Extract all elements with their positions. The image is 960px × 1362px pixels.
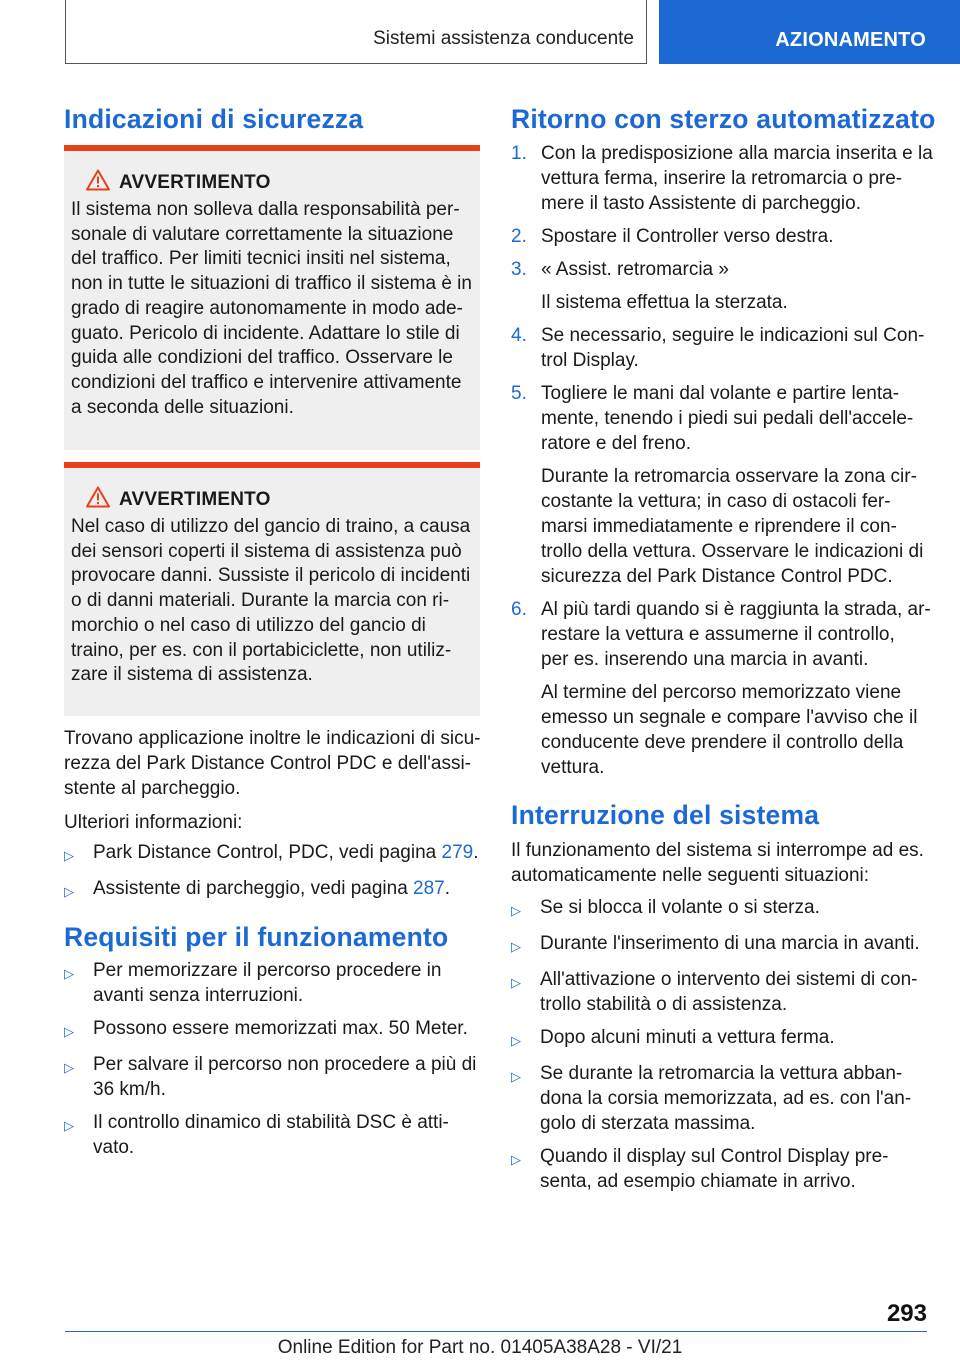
step-line: trol Display. — [541, 350, 639, 371]
list-item — [511, 895, 941, 923]
step-line: Togliere le mani dal volante e partire lenta- — [541, 383, 900, 404]
auto-steer-heading: Ritorno con sterzo automatizzato — [511, 104, 936, 134]
list-item — [64, 876, 494, 904]
step-note — [511, 464, 941, 589]
note-line: vettura. — [541, 757, 605, 778]
note-line: sicurezza del Park Distance Control PDC. — [541, 566, 893, 587]
warning-line: morchio o nel caso di utilizzo del gancio di — [71, 614, 426, 636]
interruption-list — [511, 895, 941, 1194]
list-line: Per memorizzare il percorso procedere in — [93, 960, 442, 981]
warning-text — [71, 515, 473, 688]
page-number: 293 — [886, 1300, 927, 1327]
list-line: Quando il display sul Control Display pre- — [540, 1146, 889, 1167]
list-item — [64, 1052, 494, 1102]
footer-edition: Online Edition for Part no. 01405A38A28 - VI/21 — [277, 1337, 683, 1358]
list-line: vato. — [93, 1137, 135, 1158]
step-5 — [511, 381, 941, 456]
warning-line: provocare danni. Sussiste il pericolo di incidenti — [71, 565, 471, 587]
step-number: 2. — [511, 226, 527, 247]
list-line: Il controllo dinamico di stabilità DSC è atti- — [93, 1112, 449, 1133]
triangle-bullet-icon: ▷ — [64, 884, 74, 899]
list-line: trollo stabilità o di assistenza. — [540, 994, 788, 1015]
step-4 — [511, 323, 941, 373]
warning-title: AVVERTIMENTO — [119, 489, 271, 510]
list-line: avanti senza interruzioni. — [93, 985, 304, 1006]
warning-line: guato. Pericolo di incidente. Adattare lo stile di — [71, 322, 460, 344]
reference-text: Park Distance Control, PDC, vedi pagina — [93, 842, 442, 863]
note-line: Al termine del percorso memorizzato viene — [541, 682, 902, 703]
warning-line: o di danni materiali. Durante la marcia con ri- — [71, 590, 450, 612]
step-line: ratore e del freno. — [541, 433, 691, 454]
warning-line: guida alle condizioni del traffico. Osservare le — [71, 347, 453, 369]
list-line: Dopo alcuni minuti a vettura ferma. — [540, 1027, 835, 1048]
list-line: 36 km/h. — [93, 1079, 166, 1100]
step-line: Se necessario, seguire le indicazioni sul Con- — [541, 325, 925, 346]
warning-line: condizioni del traffico e intervenire attivamente — [71, 371, 462, 393]
step-6 — [511, 597, 941, 672]
list-item — [64, 1016, 494, 1044]
step-line: mere il tasto Assistente di parcheggio. — [541, 193, 862, 214]
paragraph-line: automaticamente nelle seguenti situazioni: — [511, 865, 870, 886]
more-info-label: Ulteriori informazioni: — [64, 812, 243, 833]
requirements-list — [64, 958, 494, 1160]
list-item — [511, 1025, 941, 1053]
page-link-parking-assistant[interactable]: 287 — [413, 878, 445, 899]
reference-end: . — [444, 878, 451, 899]
list-item — [511, 931, 941, 959]
header-section-title: Sistemi assistenza conducente — [373, 28, 634, 49]
warning-line: del traffico. Per limiti tecnici insiti nel sistema, — [71, 248, 451, 270]
note-line: conducente deve prendere il controllo della — [541, 732, 904, 753]
running-header-section — [65, 0, 647, 64]
step-2 — [511, 224, 941, 249]
list-item — [511, 967, 941, 1017]
step-line: « Assist. retromarcia » — [541, 259, 729, 280]
step-number: 3. — [511, 259, 527, 280]
triangle-bullet-icon: ▷ — [511, 939, 521, 954]
reference-text: Assistente di parcheggio, vedi pagina — [93, 878, 414, 899]
running-header-chapter — [659, 0, 960, 64]
note-line: Durante la retromarcia osservare la zona cir- — [541, 466, 917, 487]
note-line: emesso un segnale e compare l'avviso che il — [541, 707, 918, 728]
paragraph-line: Trovano applicazione inoltre le indicazioni di sicu- — [64, 728, 481, 749]
triangle-bullet-icon: ▷ — [511, 903, 521, 918]
list-line: Se durante la retromarcia la vettura abban- — [540, 1063, 903, 1084]
note-line: marsi immediatamente e riprendere il con- — [541, 516, 897, 537]
list-line: All'attivazione o intervento dei sistemi di con- — [540, 969, 918, 990]
warning-line: traino, per es. con il portabiciclette, non utiliz- — [71, 639, 452, 661]
paragraph-line: rezza del Park Distance Control PDC e dell'assi- — [64, 753, 472, 774]
step-line: Con la predisposizione alla marcia inserita e la — [541, 143, 933, 164]
list-line: senta, ad esempio chiamate in arrivo. — [540, 1171, 856, 1192]
warning-line: a seconda delle situazioni. — [71, 396, 294, 418]
triangle-bullet-icon: ▷ — [64, 848, 74, 863]
list-item — [511, 1144, 941, 1194]
warning-line: grado di reagire autonomamente in modo ade- — [71, 297, 463, 319]
list-line: Se si blocca il volante o si sterza. — [540, 897, 820, 918]
step-number: 6. — [511, 599, 527, 620]
step-line: per es. inserendo una marcia in avanti. — [541, 649, 869, 670]
list-line: Per salvare il percorso non procedere a più di — [93, 1054, 477, 1075]
page-link-pdc[interactable]: 279 — [441, 842, 474, 863]
triangle-bullet-icon: ▷ — [511, 1033, 521, 1048]
interruption-heading: Interruzione del sistema — [511, 800, 820, 830]
warning-line: zare il sistema di assistenza. — [71, 664, 313, 686]
warning-line: non in tutte le situazioni di traffico il sistema è in — [71, 273, 472, 295]
step-line: mente, tenendo i piedi sui pedali dell'accele- — [541, 408, 914, 429]
list-item — [64, 958, 494, 1008]
note-line: trollo della vettura. Osservare le indicazioni di — [541, 541, 924, 562]
requirements-heading: Requisiti per il funzionamento — [64, 922, 449, 952]
list-line: dona la corsia memorizzata, ad es. con l'an- — [540, 1088, 912, 1109]
step-line: Al più tardi quando si è raggiunta la strada, ar- — [541, 599, 931, 620]
step-line: vettura ferma, inserire la retromarcia o pre- — [541, 168, 903, 189]
warning-line: Nel caso di utilizzo del gancio di traino, a causa — [71, 516, 471, 537]
list-item — [511, 1061, 941, 1136]
step-number: 5. — [511, 383, 527, 404]
steps-list — [511, 141, 941, 780]
step-1 — [511, 141, 941, 216]
warning-text — [71, 198, 473, 420]
list-item — [64, 1110, 494, 1160]
warning-box-1 — [64, 145, 480, 450]
note-line: Il sistema effettua la sterzata. — [541, 292, 788, 313]
triangle-bullet-icon: ▷ — [511, 1069, 521, 1084]
footer-divider — [65, 1331, 927, 1332]
triangle-bullet-icon: ▷ — [64, 1060, 74, 1075]
warning-line: dei sensori coperti il sistema di assistenza può — [71, 540, 462, 562]
safety-heading: Indicazioni di sicurezza — [64, 104, 364, 134]
step-number: 1. — [511, 143, 527, 164]
interruption-paragraph — [511, 838, 941, 888]
warning-line: sonale di valutare correttamente la situazione — [71, 223, 454, 245]
note-line: costante la vettura; in caso di ostacoli fer- — [541, 491, 891, 512]
step-3 — [511, 257, 941, 282]
triangle-bullet-icon: ▷ — [511, 1152, 521, 1167]
warning-line: Il sistema non solleva dalla responsabilità per- — [71, 199, 460, 220]
reference-end: . — [473, 842, 479, 863]
step-number: 4. — [511, 325, 527, 346]
list-line: Possono essere memorizzati max. 50 Meter. — [93, 1018, 468, 1039]
safety-paragraph — [64, 726, 494, 801]
step-note — [511, 680, 941, 780]
warning-title: AVVERTIMENTO — [119, 172, 271, 193]
paragraph-line: Il funzionamento del sistema si interrompe ad es. — [511, 840, 924, 861]
triangle-bullet-icon: ▷ — [64, 966, 74, 981]
step-line: restare la vettura e assumerne il controllo, — [541, 624, 895, 645]
triangle-bullet-icon: ▷ — [511, 975, 521, 990]
list-line: golo di sterzata massima. — [540, 1113, 756, 1134]
step-note — [511, 290, 941, 315]
warning-box-2 — [64, 462, 480, 716]
reference-list — [64, 840, 494, 904]
step-line: Spostare il Controller verso destra. — [541, 226, 834, 247]
header-chapter-title: AZIONAMENTO — [775, 29, 926, 51]
triangle-bullet-icon: ▷ — [64, 1024, 74, 1039]
list-line: Durante l'inserimento di una marcia in avanti. — [540, 933, 920, 954]
triangle-bullet-icon: ▷ — [64, 1118, 74, 1133]
paragraph-line: stente al parcheggio. — [64, 778, 241, 799]
list-item — [64, 840, 494, 868]
warning-triangle-icon — [86, 486, 110, 508]
warning-triangle-icon — [86, 169, 110, 191]
